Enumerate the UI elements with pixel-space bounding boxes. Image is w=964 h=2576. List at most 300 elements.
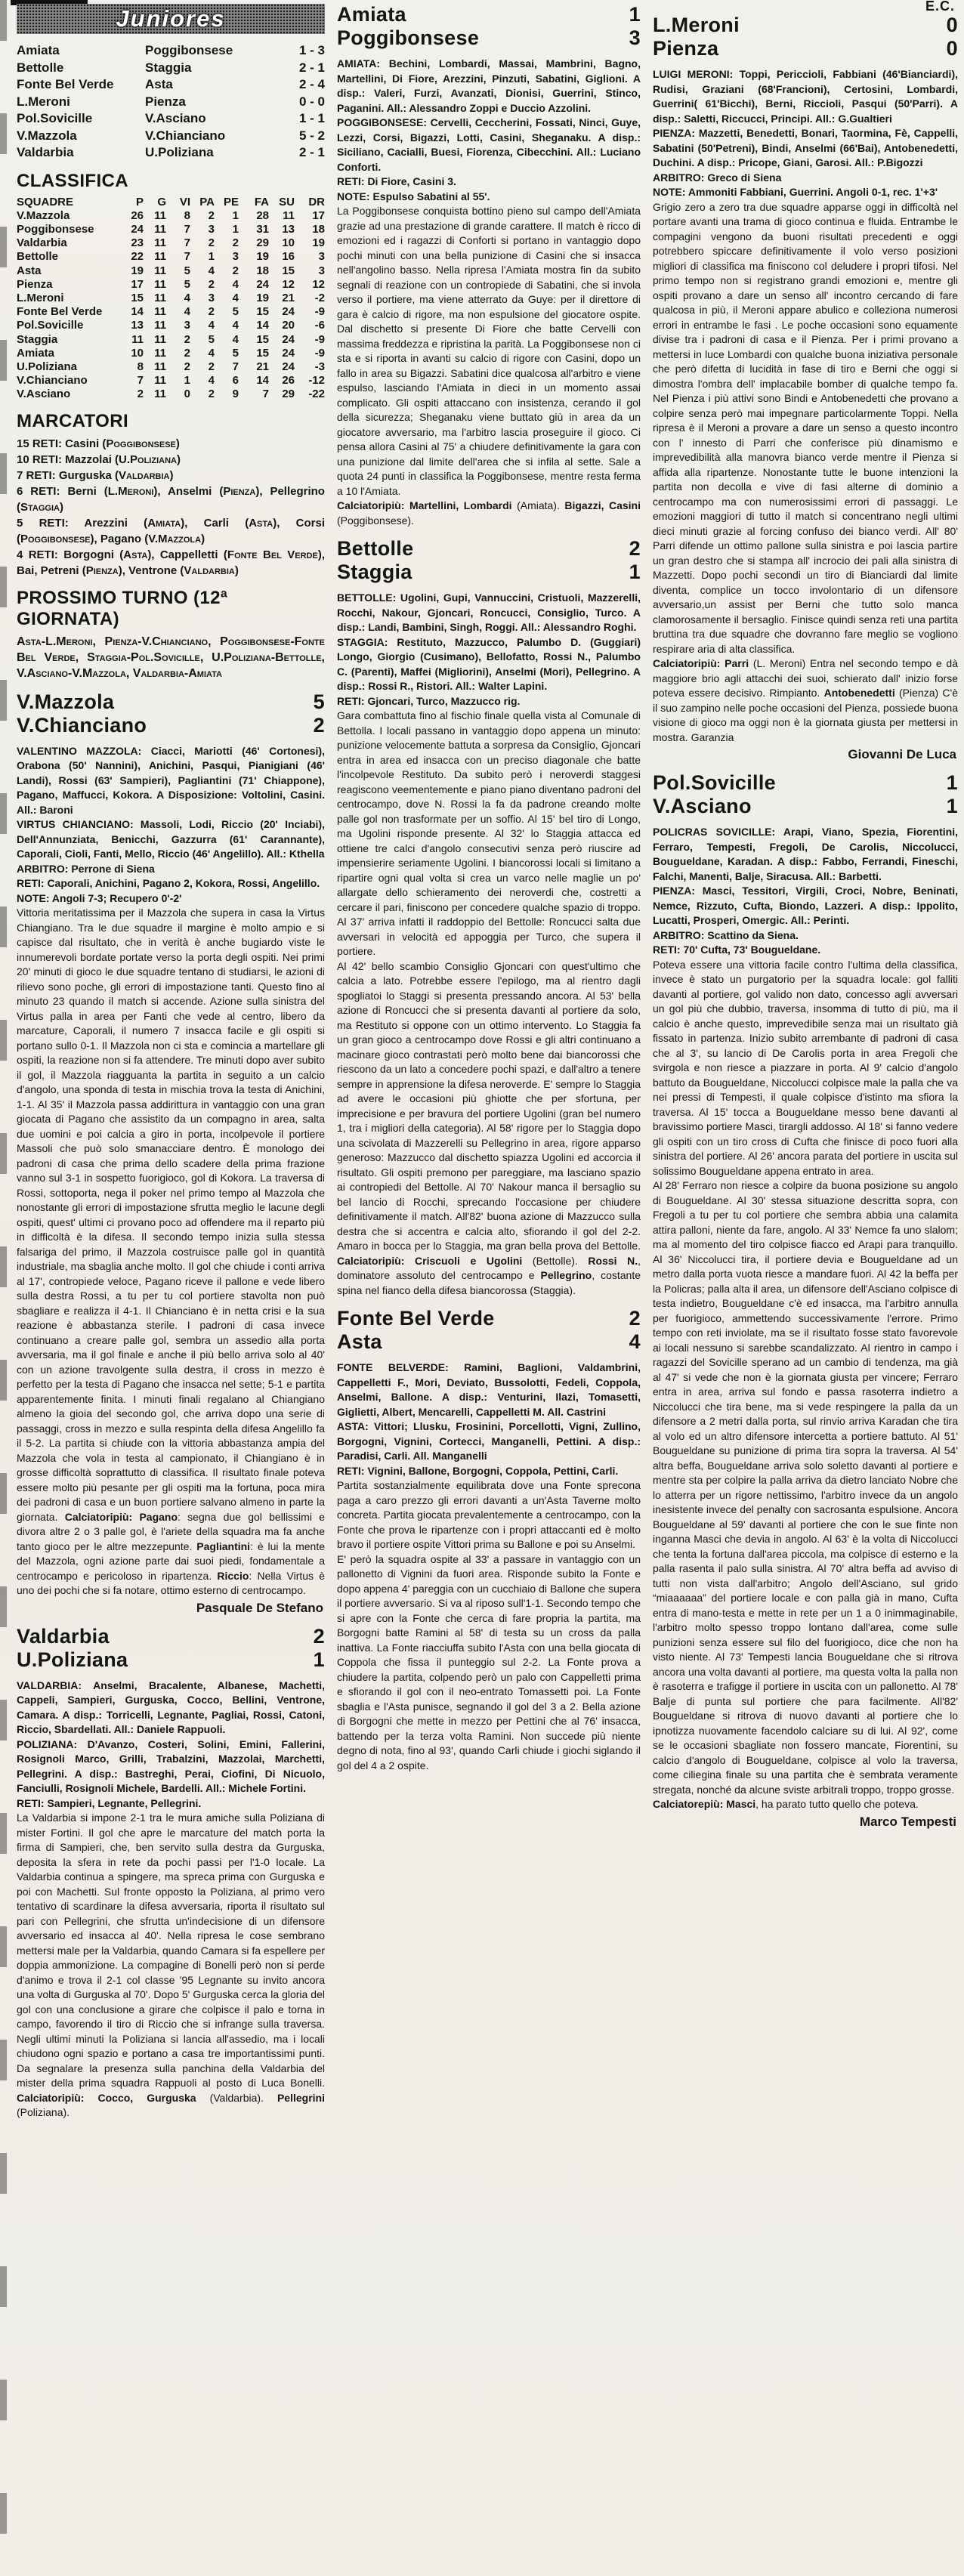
corner-mark: E.C. bbox=[925, 0, 955, 14]
standings-stat-cell: 3 bbox=[208, 291, 215, 304]
smallcaps-team-name: Pienza bbox=[223, 484, 256, 498]
author-signature: Giovanni De Luca bbox=[848, 747, 956, 761]
results-list bbox=[17, 42, 325, 162]
standings-stat-cell: 8 bbox=[184, 208, 190, 222]
standings-row bbox=[17, 209, 325, 223]
standings-stat-cell: 4 bbox=[208, 374, 215, 388]
standings-stat-cell: -2 bbox=[314, 291, 325, 304]
bold-text: Antobenedetti bbox=[823, 687, 895, 699]
match-body-paragraph: E' però la squadra ospite al 33' a passare in vantaggio con un pallonetto di Vignini da fuori area. Risponde subito la Fonte e dopo appena 4' pareggia con un cucchiaio di Ballone che supera il portiere avversario. Si va al riposo sull'1-1. Secondo tempo che si apre con la Fonte che cerca di fare propria la partita, ma Borgogni batte Ramini al 58' di testa su un cross da palla inattiva. La Fonte riacciuffa subito l'Asta con una bella giocata di Coppola che fissa il punteggio sul 2-2. La Fonte prova a chiudere la partita, colpendo però un palo con Cappelletti prima e sfiorando il gol con il neo-entrato Tomassetti poi. La Fonte sbaglia e l'Asta punisce, segnando il gol del 3 a 2. Bella azione di Borgogni che mette in mezzo per Pettini che al 76' insacca, battendo per la terza volta Ramini. Non succede più niente degno di nota, fino al 93', quando Carli chiude i giochi siglando il gol del 4 a 2 ospite. bbox=[337, 1552, 641, 1771]
match-body-paragraph: Partita sostanzialmente equilibrata dove una Fonte sprecona paga a caro prezzo gli errori davanti a un'Asta Taverne molto concreta. Partita giocata prevalentemente a centrocampo, con la Fonte che prova le ripartenze con i propri attaccanti ed è molto bravo il portiere ospite Vittori prima su Ballone e poi su Anselmi. bbox=[337, 1479, 641, 1550]
standings-stat-cell: 7 bbox=[184, 236, 190, 250]
standings-stat-cell: 11 bbox=[154, 291, 166, 304]
result-home-team: Amiata bbox=[17, 43, 60, 57]
standings-stat-cell: 18 bbox=[312, 222, 325, 236]
marcatori-entry: 10 RETI: Mazzolai (U.Poliziana) bbox=[17, 452, 181, 466]
juniores-title: Juniores bbox=[116, 5, 226, 32]
standings-stat-cell: 4 bbox=[184, 305, 190, 319]
standings-stat-cell: 2 bbox=[232, 264, 239, 277]
team-sheet-line: LUIGI MERONI: Toppi, Periccioli, Fabbiani (46'Bianciardi), Rudisi, Graziani (68'Francioni), Certosini, Lombardi, Guerrini( 61'Bicchi), Berni, Riccioli, Pasqui (50'Parri). A disp.: Saletti, Riccucci, Principi. All.: G.Gualtieri bbox=[653, 68, 958, 125]
match-body-paragraph: Calciatoripiù: Martellini, Lombardi (Amiata). Bigazzi, Casini (Poggibonsese). bbox=[337, 499, 641, 527]
standings-stat-cell: 1 bbox=[232, 208, 239, 222]
result-row bbox=[17, 76, 325, 94]
match-header bbox=[337, 3, 641, 50]
standings-stat-cell: 24 bbox=[282, 346, 295, 360]
standings-stat-cell: -9 bbox=[314, 346, 325, 360]
standings-stat-cell: 13 bbox=[131, 319, 144, 332]
result-away-team: V.Asciano bbox=[145, 111, 206, 125]
match-away-row bbox=[337, 26, 641, 50]
match-home-score: 2 bbox=[629, 537, 641, 560]
standings-body bbox=[17, 209, 325, 402]
result-row bbox=[17, 144, 325, 162]
match-away-score: 1 bbox=[313, 1648, 325, 1671]
team-sheet-line: ASTA: Vittori; Llusku, Frosinini, Porcellotti, Vigni, Zullino, Borgogni, Vignini, Cortecci, Manganelli, Pettini. A disp.: Paradisi, Carli. All. Manganelli bbox=[337, 1420, 641, 1462]
match-body-paragraph: Vittoria meritatissima per il Mazzola che supera in casa la Virtus Chiangiano. Tra le due squadre il margine è molto ampio e si capisce dal risultato, che in verità è anche bugiardo viste le innumerevoli bordate portate verso la porta degli ospiti. Nei primi 20' minuti di gioco le due squadre tentano di studiarsi, le azioni di rilievo sono poche, gli errori di impostazione tanti. Questo fino al minuto 23 quando il match si accende. Azione sulla sinistra del Virtus palla in area per Fanti che vede al centro, libero da marcature, Caporali, il numero 7 insacca facile e gli ospiti si portano sullo 0-1. Il Mazzola non ci sta e comincia a martellare gli ospiti, la reazione non si fa attendere. Tre minuti dopo aver subito il gol, il Mazzola riagguanta la partita in seguito a un calcio d'angolo, una sponda di testa in mischia trova la testa di Anichini, 1-1. Al 35' il Mazzola passa addirittura in vantaggio con una gran giocata di Pagano che assistito da un compagno in area, salta due uomini e poi calcia a giro in porta, incolpevole il portiere Massoli che può solo smanacciare dentro. È monologo dei padroni di casa che prima dello scadere della prima frazione vanno sul 3-1 in sospetto fuorigioco, gol di Kokora. La traversa di Rossi, sottoporta, nega il poker nel primo tempo al Mazzola che nonostante gli errori di impostazione sfrutta meglio le lacune degli ospiti, quest' ultimi ci provano poco ad offendere ma il reparto più in difficoltà è la difesa. Il secondo tempo inizia sulla stessa falsariga del primo, il Mazzola costruisce palle gol in quantità industriale, ma sbaglia anche molto. Il gol che chiude i conti arriva al 17', contropiede veloce, Pagano riceve il pallone e vede libero sulla destra Rossi, a tu per tu col portiere stavolta non può sbagliare e realizza il 4-1. Il Chianciano è in netta crisi e la sua reazione è abbastanza sterile. I padroni di casa invece continuano a creare palle gol, sembra un assedio alla porta avversaria, ma il gol finale e anche il più bello arriva solo al 40' con un azione travolgente sulla destra, il cross in mezzo è perfetto per la testa di Pagano che insacca nel sette; 5-1 e partita apparentemente finita. I minuti finali regalano al Chiangiano almeno la gioia del secondo gol, che arriva dopo una serie di passaggi, cross in mezzo e sulla respinta della difesa Angelillo fa il 5-2. La partita si chiude con la vittoria abbastanza ampia del Mazzola che vola in testa al campionato, il Chiangiano è in grosse difficoltà soprattutto di classifica. Il risultato finale poteva essere molto più pesante per gli ospiti ma la fortuna, poca mira dei padroni di casa e un buon portiere salvano almeno in parte la giornata. Calciatoripiù: Pagano: segna due gol bellissimi e divora altre 2 o 3 palle gol, è l'ariete della squadra ma fa anche tanto gioco per le altre mezzepunte. Pagliantini: è lui la mente del Mazzola, ogni azione parte dai suoi piedi, fondamentale a centrocampo e pericoloso in ripartenza. Riccio: Nella Virtus è uno dei pochi che si fa notare, ottimo esterno di centrocampo. bbox=[17, 907, 326, 1597]
smallcaps-team-name: Pienza bbox=[85, 564, 119, 577]
match-home-score: 1 bbox=[629, 3, 641, 26]
team-sheet-line: RETI: 70' Cufta, 73' Bougueldane. bbox=[653, 944, 821, 956]
match-home-row bbox=[17, 690, 325, 714]
match-away-score: 2 bbox=[313, 713, 325, 737]
match-home-team: Amiata bbox=[337, 3, 406, 26]
standings-stat-cell: 22 bbox=[131, 250, 144, 264]
match-body-paragraph: Calciatorepiù: Masci, ha parato tutto quello che poteva. bbox=[653, 1798, 919, 1810]
standings-stat-cell: 4 bbox=[184, 291, 190, 304]
bold-text: Calciatorepiù: Masci bbox=[653, 1798, 756, 1810]
team-sheet-line: POLICRAS SOVICILLE: Arapi, Viano, Spezia, Fiorentini, Ferraro, Tempesti, Fregoli, De Carolis, Niccolucci, Bougueldane, Karadan. A disp.: Fabbo, Ferrandi, Fineschi, Falchi, Manenti, Balje, Siracusa. All.: Barbetti. bbox=[653, 826, 958, 882]
standings-header-cell: P bbox=[135, 195, 144, 208]
team-sheet-line: PIENZA: Masci, Tessitori, Virgili, Croci, Nobre, Beninati, Nemce, Rizzuto, Cufta, Biondo, Lazzeri. A disp.: Ippolito, Lucatti, Prosperi, Omergic. All.: Perinti. bbox=[653, 885, 958, 926]
standings-stat-cell: 11 bbox=[154, 360, 166, 373]
standings-team-cell: Fonte Bel Verde bbox=[17, 305, 103, 319]
smallcaps-team-name: Amiata bbox=[147, 516, 181, 530]
standings-stat-cell: 4 bbox=[208, 346, 215, 360]
standings-stat-cell: 14 bbox=[256, 319, 269, 332]
result-score: 5 - 2 bbox=[298, 128, 325, 143]
match-home-row bbox=[337, 3, 641, 26]
standings-team-cell: V.Chianciano bbox=[17, 374, 88, 388]
standings-stat-cell: -12 bbox=[308, 374, 325, 388]
smallcaps-team-name: Asta bbox=[249, 516, 273, 530]
standings-row bbox=[17, 250, 325, 264]
match-body-paragraph: Al 28' Ferraro non riesce a colpire da buona posizione su angolo di Bougueldane. Al 30' stessa situazione descritta sopra, con Fregoli a tu per tu col portiere che sembra abbia una calamita attira palloni, niente da fare, angolo. Al 33' Nemce fa uno slalom; ma al momento del tiro colpisce fiacco ed Arapi para tranquillo. Al 36' Niccolucci tira, il portiere devia e Bougueldane ad un metro dalla porta vuota riesce a mandare fuori. Al 42 la beffa per la Policras; palla alta il area, un difensore dell'Asciano colpisce di testa indietro, Bougueldane c'è ed insacca, ma l'arbitro annulla per fuorigioco, ammettendo successivamente l'errore. Primo tempo con reti inviolate, ma se il risultato fosse stato favorevole ai locali nessuno si sarebbe scandalizzato. Al rientro in campo i ragazzi del Sovicille sperano ad un cambio di tendenza, ma già al 47' si vede che non è la giornata giusta per vincere; Ferraro entra in area, arriva sul fondo e passa rasoterra indietro a Niccolucci che tira bene, ma si vede respingere la palla da un difensore a 2 metri dalla porta, sul rinvio arriva Karadan che tira al volo ed un altro difensore intercetta a portiere battuto. Al 51' Bougueldane su punizione di prima tira sopra la traversa. Al 54' altra beffa, Bougueldane arriva solo soletto davanti al portiere e mentre sta per colpire la palla arriva da dietro lanciato Nobre che lo atterra per un rigore nettissimo, l'arbitro invece da un angolo inesistente invece del penalty con sacrosanta espulsione. Ancora Bougueldane al 59' davanti al portiere che con le sue finte non inganna Masci che devia in angolo. Al 63' è la volta di Niccolucci che tenta la fortuna dall'area piccola, ma colpisce di esterno e la palla rasenta il palo sulla sinistra. Al 70' altra beffa ad avviso di tutti non vista dall'arbitro; Angolo dell'Asciano, sul grido “miaaaaaa” del portiere locale e con palla già in mano, Cufta entra di mano-testa e mette in rete per un 1 a 0 inimmaginabile, l'arbitro molto spesso troppo lontano dall'area, come sulle punizioni senza essere sul filo del fuorigioco, dice che non ha visto niente. Al 73' Tempesti lancia Bougueldane che si ritrova ancora una volta davanti al portiere, ma questa volta la palla non è rasoterra e trafigge il portiere in uscita con un pallonetto. Al 78' Balje di punta sul portiere che para facilmente. All'82' Bougueldane si ritrova di nuovo davanti al portiere che lo ipnotizza nuovamente facendolo calciare su di lui. Al 92', come se le occasioni sbagliate non fossero mancate, Fiorentini, su calcio d'angolo di Bougueldane, colpisce al volo la traversa, come ciliegina finale su una partita che è sembrata veramente stregata, nonché da alcune sviste arbitrali troppo, troppo grosse. bbox=[653, 1179, 958, 1796]
match-body-paragraph: Poteva essere una vittoria facile contro l'ultima della classifica, invece è stato un purgatorio per la squadra locale: gol falliti davanti al portiere, gol valido non dato, concesso agli avversari un gol più che dubbio, traversa, insomma di tutto di più, ma il calcio è anche questo, imprevedibile senza mai un risultato già fissato in partenza. Inizio subito arrembante di padroni di casa che al 3', su lancio di De Carolis porta in area Fregoli che svirgola e non riesce a piazzare in porta. Al 9' calcio d'angolo battuto da Bougueldane, Niccolucci colpisce male la palla che va nei pressi di Tempesti, il quale colpisce d'istinto ma sfiora la traversa. Al 15' tocca a Bougueldane messo bene davanti al bravissimo portiere Masci, tirargli addosso. Al 18' si fanno vedere gli ospiti con un tiro cross di Cufta che finisce di poco fuori alla sinistra del portiere. Al 26' ancora parata del portiere in uscita sul solissimo Bougueldane appena entrato in area. bbox=[653, 958, 958, 1177]
bold-text: Pellegrini bbox=[277, 2091, 325, 2104]
standings-team-cell: Staggia bbox=[17, 332, 58, 346]
match-away-score: 0 bbox=[946, 37, 958, 60]
standings-stat-cell: 26 bbox=[282, 374, 295, 388]
standings-stat-cell: 29 bbox=[256, 236, 269, 250]
standings-stat-cell: 26 bbox=[131, 208, 144, 222]
match-away-score: 1 bbox=[946, 795, 958, 817]
standings-stat-cell: 0 bbox=[184, 388, 190, 401]
match-report-bettolle-staggia bbox=[337, 537, 641, 1298]
match-home-score: 5 bbox=[313, 690, 325, 713]
standings-team-cell: Pol.Sovicille bbox=[17, 319, 84, 332]
result-away-team: Poggibonsese bbox=[145, 43, 233, 57]
standings-stat-cell: 1 bbox=[208, 250, 215, 264]
team-sheet-line: BETTOLLE: Ugolini, Gupi, Vannuccini, Cristuoli, Mazzerelli, Rocchi, Nakour, Gjoncari, Roncucci, Consiglio, Turco. A disp.: Landi, Bambini, Singh, Roggi. All.: Alessandro Roghi. bbox=[337, 591, 641, 633]
match-body-paragraph: Al 42' bello scambio Consiglio Gjoncari con quest'ultimo che calcia a lato. Potrebbe essere l'epilogo, ma al rientro dagli spogliatoi lo Staggi si presenta pressando ancora. Al 53' bella azione di Roncucci che si presenta davanti al portiere da solo, ma Restituto si oppone con un ottimo intervento. Lo Staggia fa un gran gioco a centrocampo dove Rossi e gli altri continuano a macinare gioco contrastati però molto bene dai biancorossi che riescono da un lato a concedere pochi spazi, e dall'altro a tenere sempre in apprensione la difesa neroverde. E' sempre lo Staggia ad avere le occasioni più ghiotte che per sfortuna, per imprecisione e per bravura del portiere Ugolini (gran bel numero 1, tra i migliori della categoria). Al 58' rigore per lo Staggia dopo una scivolata di Mazzerelli su Pellegrino in area, rigore apparso generoso: Mazzucco dal dischetto spiazza Ugolini ed accorcia il risultato. Gli ospiti premono per pareggiare, ma lasciano spazio ai contropiedi del Bettolle. Al 70' Nakour manca il bersaglio su bel lancio di Rocchi, sprecando l'occasione per chiudere definitivamente il match. All'82' buona azione di Mazzucco sulla destra che si accentra e calcia alto, sfiorando il gol del 2-2. Amaro in bocca per lo Staggia, ma gran bella prova del Bettolle. Calciatoripiù: Criscuoli e Ugolini (Bettolle). Rossi N., dominatore assoluto del centrocampo e Pellegrino, costante spina nel fianco della difesa biancorossa (Staggia). bbox=[337, 959, 641, 1296]
standings-stat-cell: 11 bbox=[154, 319, 166, 332]
column-left bbox=[17, 0, 325, 2120]
standings-stat-cell: 4 bbox=[232, 319, 239, 332]
standings-stat-cell: 23 bbox=[131, 236, 144, 250]
match-away-team: Staggia bbox=[337, 561, 412, 583]
match-report-lmeroni-pienza bbox=[653, 14, 958, 762]
team-sheet-line: RETI: Di Fiore, Casini 3. bbox=[337, 175, 456, 187]
result-away-team: U.Poliziana bbox=[145, 145, 214, 159]
match-away-team: V.Asciano bbox=[653, 795, 752, 817]
standings-row bbox=[17, 223, 325, 236]
standings-stat-cell: 7 bbox=[232, 360, 239, 373]
match-away-team: Poggibonsese bbox=[337, 26, 480, 49]
standings-stat-cell: 11 bbox=[154, 264, 166, 277]
standings-stat-cell: 5 bbox=[208, 332, 215, 346]
standings-stat-cell: 15 bbox=[256, 305, 269, 319]
standings-table bbox=[17, 196, 325, 402]
standings-stat-cell: 4 bbox=[232, 277, 239, 291]
standings-team-cell: Amiata bbox=[17, 346, 55, 360]
standings-stat-cell: 20 bbox=[282, 319, 295, 332]
standings-stat-cell: 15 bbox=[256, 346, 269, 360]
standings-stat-cell: 3 bbox=[184, 319, 190, 332]
standings-stat-cell: 15 bbox=[256, 332, 269, 346]
standings-stat-cell: -6 bbox=[314, 319, 325, 332]
team-sheet-line: VIRTUS CHIANCIANO: Massoli, Lodi, Riccio (20' Inciabi), Dell'Annunziata, Benicchi, Gazzurra (61' Carannante), Caporali, Cioli, Fanti, Mello, Riccio (46' Angelillo). All.: Kthella bbox=[17, 818, 325, 860]
standings-stat-cell: 21 bbox=[282, 291, 295, 304]
standings-stat-cell: 2 bbox=[184, 346, 190, 360]
standings-stat-cell: 11 bbox=[131, 332, 144, 346]
match-header bbox=[653, 14, 958, 60]
bold-text: Calciatoripiù: Martellini, Lombardi bbox=[337, 499, 512, 511]
standings-team-cell: Pienza bbox=[17, 277, 53, 291]
team-sheet-line: RETI: Caporali, Anichini, Pagano 2, Kokora, Rossi, Angelillo. bbox=[17, 877, 320, 890]
match-report-vmazzola-vchianciano bbox=[17, 690, 325, 1616]
standings-stat-cell: 3 bbox=[318, 264, 325, 277]
bold-text: Riccio bbox=[217, 1569, 249, 1582]
standings-stat-cell: 15 bbox=[131, 291, 144, 304]
prossimo-title: PROSSIMO TURNO (12ª GIORNATA) bbox=[17, 587, 228, 629]
standings-header-cell: SQUADRE bbox=[17, 195, 74, 208]
match-home-team: Pol.Sovicille bbox=[653, 771, 776, 794]
juniores-header-bar bbox=[17, 4, 325, 34]
match-home-score: 0 bbox=[946, 14, 958, 36]
standings-stat-cell: 24 bbox=[131, 222, 144, 236]
bold-text: Pagliantini bbox=[196, 1540, 251, 1552]
match-home-row bbox=[17, 1625, 325, 1648]
standings-head bbox=[17, 196, 325, 209]
standings-stat-cell: 3 bbox=[232, 250, 239, 264]
smallcaps-team-name: U.Poliziana bbox=[119, 452, 177, 466]
standings-stat-cell: 24 bbox=[282, 360, 295, 373]
match-away-row bbox=[17, 1648, 325, 1672]
marcatori-list bbox=[17, 436, 325, 579]
standings-stat-cell: 2 bbox=[208, 388, 215, 401]
marcatori-entry: 15 RETI: Casini (Poggibonsese) bbox=[17, 437, 180, 450]
standings-row bbox=[17, 305, 325, 319]
standings-stat-cell: 11 bbox=[154, 305, 166, 319]
standings-stat-cell: 4 bbox=[208, 319, 215, 332]
standings-stat-cell: 31 bbox=[256, 222, 269, 236]
result-score: 0 - 0 bbox=[298, 94, 325, 109]
result-row bbox=[17, 60, 325, 77]
match-report-fontebelverde-asta bbox=[337, 1307, 641, 1773]
standings-stat-cell: 7 bbox=[262, 388, 269, 401]
match-away-team: Asta bbox=[337, 1330, 382, 1353]
result-away-team: Asta bbox=[145, 77, 173, 91]
smallcaps-team-name: Poggibonsese bbox=[106, 437, 176, 450]
marcatori-entry: 5 RETI: Arezzini (Amiata), Carli (Asta), Corsi (Poggibonsese), Pagano (V.Mazzola) bbox=[17, 516, 325, 545]
result-score: 2 - 4 bbox=[298, 77, 325, 91]
standings-stat-cell: 9 bbox=[232, 388, 239, 401]
standings-stat-cell: 19 bbox=[131, 264, 144, 277]
column-middle bbox=[337, 0, 641, 1773]
standings-stat-cell: 2 bbox=[232, 236, 239, 250]
standings-stat-cell: 2 bbox=[208, 208, 215, 222]
result-row bbox=[17, 110, 325, 128]
match-home-row bbox=[337, 537, 641, 561]
standings-stat-cell: 24 bbox=[256, 277, 269, 291]
standings-stat-cell: 11 bbox=[154, 208, 166, 222]
result-row bbox=[17, 42, 325, 60]
standings-stat-cell: 1 bbox=[232, 222, 239, 236]
standings-stat-cell: 2 bbox=[137, 388, 144, 401]
match-away-team: V.Chianciano bbox=[17, 713, 147, 737]
standings-row bbox=[17, 278, 325, 292]
standings-stat-cell: 19 bbox=[256, 250, 269, 264]
standings-stat-cell: 16 bbox=[282, 250, 295, 264]
standings-row bbox=[17, 360, 325, 374]
standings-team-cell: Bettolle bbox=[17, 250, 59, 264]
standings-stat-cell: 11 bbox=[154, 236, 166, 250]
result-score: 2 - 1 bbox=[298, 145, 325, 159]
standings-stat-cell: 3 bbox=[208, 222, 215, 236]
team-sheet-line: STAGGIA: Restituto, Mazzucco, Palumbo D. (Guggiari) Longo, Giorgio (Cusimano), Bellofatto, Rossi N., Palumbo C. (Parenti), Maffei (Migliorini), Anselmi (Mori), Pellegrino. A disp.: Rossi R., Ristori. All.: Walter Lapini. bbox=[337, 635, 641, 692]
standings-header-cell: PE bbox=[223, 195, 239, 208]
standings-stat-cell: 5 bbox=[232, 305, 239, 319]
standings-row bbox=[17, 319, 325, 332]
author-signature: Marco Tempesti bbox=[859, 1814, 956, 1829]
standings-stat-cell: 14 bbox=[256, 374, 269, 388]
standings-stat-cell: 7 bbox=[184, 222, 190, 236]
result-home-team: V.Mazzola bbox=[17, 128, 77, 143]
match-body-paragraph: La Poggibonsese conquista bottino pieno sul campo dell'Amiata grazie ad una prestazione di grande carattere. Il match è ricco di emozioni ed i ragazzi di Conforti si portano in vantaggio dopo pochi minuti con una bella punizione di Casini che si insacca nell'angolino basso. Nella ripresa l'Amiata mostra fin da subito segnali di reazione con un contropiede di Sabatini, che si invola verso il portiere, ma viene atterrato da Guye: per il direttore di gara è calcio di rigore, ma non espulsione del giocatore ospite. Dal dischetto si presente Di Fiore che batte Cervelli con massima freddezza e ripristina la parità. La Poggibonsese non ci sta e si riporta in avanti su calcio di rigore con Casini, dopo un fallo in area su Bigazzi. Sabatini dice qualcosa all'arbitro e viene espulso, lasciando l'Amiata in dieci in un momento assai complicato. Gli ospiti attaccano con insistenza, cerando il gol della sicurezza; Sheganaku viene buttato giù in area da un giocatore avversario, ma l'arbitro lascia proseguire il gioco. Ci pensa allora Casini al 75' a chiudere definitivamente la gara con una punizione dal limite dell'area che si infila al sette. Sale a quota 24 punti in classifica la Poggibonsese, mentre resta ferma a 10 l'Amiata. bbox=[337, 205, 641, 497]
standings-team-cell: U.Poliziana bbox=[17, 360, 78, 373]
team-sheet-line: POGGIBONSESE: Cervelli, Ceccherini, Fossati, Ninci, Guye, Lezzi, Corsi, Bigazzi, Lotti, Casini, Sheganaku. A disp.: Siciliano, Cacialli, Buesi, Fiorenza, Cibecchini. All.: Luciano Conforti. bbox=[337, 116, 641, 173]
team-sheet-line: RETI: Sampieri, Legnante, Pellegrini. bbox=[17, 1796, 202, 1809]
standings-stat-cell: 13 bbox=[282, 222, 295, 236]
result-home-team: Fonte Bel Verde bbox=[17, 77, 114, 91]
match-header bbox=[337, 537, 641, 584]
match-away-score: 1 bbox=[629, 561, 641, 583]
match-home-score: 1 bbox=[946, 771, 958, 794]
match-home-row bbox=[653, 14, 958, 37]
standings-stat-cell: 5 bbox=[184, 277, 190, 291]
standings-stat-cell: 4 bbox=[208, 264, 215, 277]
result-home-team: Pol.Sovicille bbox=[17, 111, 93, 125]
marcatori-entry: 4 RETI: Borgogni (Asta), Cappelletti (Fonte Bel Verde), Bai, Petreni (Pienza), Ventrone (Valdarbia) bbox=[17, 548, 326, 577]
standings-stat-cell: 6 bbox=[232, 374, 239, 388]
team-sheet-line: PIENZA: Mazzetti, Benedetti, Bonari, Taormina, Fè, Cappelli, Sabatini (50'Petreni), Bindi, Anselmi (66'Bai), Antobenedetti, Duchini. A disp.: Pricope, Giani, Garosi. All.: P.Bigozzi bbox=[653, 127, 958, 168]
standings-stat-cell: 17 bbox=[131, 277, 144, 291]
author-signature: Pasquale De Stefano bbox=[196, 1600, 323, 1615]
column-right bbox=[653, 0, 958, 1830]
standings-team-cell: Valdarbia bbox=[17, 236, 67, 250]
match-header bbox=[17, 1625, 325, 1672]
team-sheet-line: ARBITRO: Greco di Siena bbox=[653, 171, 782, 184]
standings-stat-cell: 11 bbox=[154, 388, 166, 401]
standings-row bbox=[17, 292, 325, 305]
team-sheet-line: ARBITRO: Perrone di Siena bbox=[17, 862, 155, 875]
bold-text: Calciatoripiù: Pagano bbox=[64, 1510, 178, 1523]
standings-stat-cell: 12 bbox=[312, 277, 325, 291]
match-body-paragraph: Calciatoripiù: Parri (L. Meroni) Entra nel secondo tempo e dà maggiore brio agli attacchi dei suoi, schierato dall' inizio forse poteva essere decisivo. Rimpianto. Antobenedetti (Pienza) C'è il suo zampino nelle poche occasioni del Pienza, possiede buona visione di gioco ma oggi non è la giornata giusta per mettersi in mostra. Garanzia bbox=[653, 657, 959, 743]
standings-stat-cell: 5 bbox=[232, 346, 239, 360]
standings-stat-cell: 19 bbox=[256, 291, 269, 304]
match-home-team: V.Mazzola bbox=[17, 690, 115, 713]
smallcaps-team-name: V.Mazzola bbox=[148, 532, 202, 545]
standings-stat-cell: 2 bbox=[208, 305, 215, 319]
standings-team-cell: Poggibonsese bbox=[17, 222, 94, 236]
standings-stat-cell: 24 bbox=[282, 305, 295, 319]
team-sheet-line: FONTE BELVERDE: Ramini, Baglioni, Valdambrini, Cappelletti F., Mori, Deviato, Bussolotti, Fedeli, Coppola, Anselmi, Ballone. A disp.: Venturini, Ilazi, Tomasetti, Giglietti, Albert, Mencarelli, Cappelletti M. All. Castrini bbox=[337, 1361, 641, 1418]
result-home-team: L.Meroni bbox=[17, 94, 70, 109]
match-report-valdarbia-upoliziana bbox=[17, 1625, 325, 2120]
standings-stat-cell: 12 bbox=[282, 277, 295, 291]
standings-stat-cell: 7 bbox=[184, 250, 190, 264]
standings-stat-cell: 1 bbox=[184, 374, 190, 388]
standings-stat-cell: 15 bbox=[282, 264, 295, 277]
standings-stat-cell: 2 bbox=[208, 360, 215, 373]
standings-stat-cell: 11 bbox=[154, 346, 166, 360]
bold-text: Calciatoripiù: Parri bbox=[653, 657, 749, 669]
bold-text: Pellegrino bbox=[540, 1269, 592, 1281]
marcatori-entry: 6 RETI: Berni (L.Meroni), Anselmi (Pienza), Pellegrino (Staggia) bbox=[17, 484, 325, 514]
result-score: 1 - 1 bbox=[298, 111, 325, 125]
standings-stat-cell: 17 bbox=[312, 208, 325, 222]
team-sheet-line: AMIATA: Bechini, Lombardi, Massai, Mambrini, Bagno, Martellini, Di Fiore, Arezzini, Pinzuti, Sabatini, Giglioni. A disp.: Valeri, Furzi, Avanzati, Dionisi, Guerrini, Stinco, Paganini. All.: Alessandro Zoppi e Duccio Azzolini. bbox=[337, 57, 641, 114]
smallcaps-team-name: L.Meroni bbox=[107, 484, 154, 498]
match-home-team: Bettolle bbox=[337, 537, 414, 560]
match-home-score: 2 bbox=[629, 1307, 641, 1330]
standings-stat-cell: 7 bbox=[137, 374, 144, 388]
smallcaps-team-name: Poggibonsese bbox=[20, 532, 91, 545]
match-away-team: U.Poliziana bbox=[17, 1648, 128, 1671]
standings-header-cell: PA bbox=[199, 195, 215, 208]
standings-team-cell: Asta bbox=[17, 264, 42, 277]
result-score: 2 - 1 bbox=[298, 60, 325, 75]
standings-stat-cell: 4 bbox=[232, 291, 239, 304]
standings-stat-cell: -9 bbox=[314, 305, 325, 319]
standings-stat-cell: 10 bbox=[131, 346, 144, 360]
team-sheet-line: ARBITRO: Scattino da Siena. bbox=[653, 928, 799, 941]
match-report-polsovicille-vasciano bbox=[653, 771, 958, 1830]
standings-row bbox=[17, 236, 325, 250]
standings-stat-cell: 21 bbox=[256, 360, 269, 373]
match-home-score: 2 bbox=[313, 1624, 325, 1648]
standings-stat-cell: 11 bbox=[154, 374, 166, 388]
standings-stat-cell: 2 bbox=[208, 277, 215, 291]
team-sheet-line: RETI: Vignini, Ballone, Borgogni, Coppola, Pettini, Carli. bbox=[337, 1464, 619, 1477]
match-away-score: 3 bbox=[629, 26, 641, 49]
match-away-row bbox=[337, 561, 641, 584]
standings-team-cell: L.Meroni bbox=[17, 291, 64, 304]
scan-edge-artifact bbox=[0, 0, 7, 2576]
smallcaps-team-name: Valdarbia bbox=[119, 468, 170, 482]
standings-stat-cell: 19 bbox=[312, 236, 325, 250]
standings-stat-cell: 18 bbox=[256, 264, 269, 277]
standings-stat-cell: 11 bbox=[154, 332, 166, 346]
match-report-amiata-poggibonsese bbox=[337, 3, 641, 528]
standings-row bbox=[17, 347, 325, 360]
standings-team-cell: V.Asciano bbox=[17, 388, 71, 401]
standings-stat-cell: 2 bbox=[184, 360, 190, 373]
result-away-team: Staggia bbox=[145, 60, 192, 75]
team-sheet-line: POLIZIANA: D'Avanzo, Costeri, Solini, Emini, Fallerini, Rosignoli Marco, Grilli, Trabalzini, Mazzolai, Marchetti, Pellegrini. A disp.: Bastreghi, Perai, Ciofini, Di Nicuolo, Fanciulli, Rosignoli Michele, Bardelli. All.: Michele Fortini. bbox=[17, 1737, 325, 1795]
standings-stat-cell: 3 bbox=[318, 250, 325, 264]
bold-text: Bigazzi, Casini bbox=[564, 499, 641, 511]
standings-stat-cell: -22 bbox=[308, 388, 325, 401]
match-body-paragraph: Grigio zero a zero tra due squadre apparse oggi in difficoltà nel portare avanti una trama di gioco continua e fluida. Entrambe le compagini vengono da buoni risultati precedenti e oggi potrebbero spiccare definitivamente il volo verso posizioni migliori di classifica ma finiscono col deludere i propri tifosi. Nel primo tempo non si registrano grandi emozioni e, mentre gli ospiti provano a dare un senso all' incontro cercando di fare qualcosa in più, il Meroni appare abulico e colleziona numerosi errori in entrambe le fasi . Le poche occasioni sono equamente divise tra i padroni di casa e il Pienza. Per i primi provano a mettersi in luce Lombardi con qualche buona iniziativa personale che però difetta di lucidità in fase di tiro e Berni che oggi si dimostra l'ombra dell' implacabile bomber di qualche tempo fa. Nel Pienza i più attivi sono Bindi e Antobenedetti che provano a colpire senza però mai impegnare particolarmente Toppi. Nella ripresa è il Meroni a provare a dare un senso a questo incontro con l' innesto di Parri che conferisce più dinamismo e imprevedibilità alla manovra bianco verde mentre il Pienza si affida alla ripartenze. Nonostante tutte le buone intenzioni la partita non decolla e vive di fasi alterne di dominio a centrocampo ma con numerosissimi errori di passaggi. Le emozioni maggiori di tutto il match si concentrano negli ultimi dieci minuti grazie al forcing confuso dei bianco verdi. All' 80' Parri difende un ottimo pallone sulla sinistra e poi lascia partire un gran destro che si stampa all' incrocio dei pali alla sinistra di Mazzetti. Dopo pochi secondi un tiro di Bianciardi dal limite diventa, complice un tocco involontario di un difensore avversario,un assist per Berni che tutto solo manca clamorosamente il bersaglio. Finisce quindi senza reti una partita bruttina tra due squadre che dovranno fare meglio se vogliono respirare aria di alta classifica. bbox=[653, 200, 958, 655]
match-header bbox=[17, 690, 325, 737]
match-body-paragraph: Gara combattuta fino al fischio finale quella vista al Comunale di Bettolla. I locali passano in vantaggio dopo appena un minuto: punizione velocemente battuta a sorpresa da Consiglio, Gjoncari entra in area ed insacca con un preciso diagonale che batte l'incolpevole Restituto. Da subito però i neroverdi staggesi reagiscono veementemente e piano piano diventano padroni del centrocampo, dove N. Rossi la fa da padrone creando molte palle gol non trasformate per un soffio. Al 15' bel tiro di Longo, ma Ugolini risponde presente. Al 32' lo Staggia attacca ed ottiene tre calci d'angolo consecutivi senza però riuscire ad impensierire seriamente Ugolini. I biancorossi locali si limitano a ripartire ogni qual volta si crea un varco nelle maglie un po' allargate dello schieramento dei neroverdi che, costretti a cercare il pari, finiscono per concedere qualche spazio di troppo. Al 37' arriva infatti il raddoppio del Bettolle: Roncucci salta due avversari in velocità ed appoggia per Turco, che supera il portiere. bbox=[337, 709, 641, 957]
bold-text: Rossi N. bbox=[588, 1254, 638, 1267]
match-body-paragraph: La Valdarbia si impone 2-1 tra le mura amiche sulla Poliziana di mister Fortini. Il gol che apre le marcature del match porta la firma di Sampieri, che, ben servito sulla destra da Gurguska, deposita la sfera in rete da pochi passi per l'1-0 locale. La Valdarbia continua a spingere, ma spreca prima con Gurguska e poi con Machetti. Sul fronte opposto la Poliziana, al primo vero tentativo di scardinare la difesa avversaria, riporta il risultato sul pari con Pellegrini, che sfrutta un'indecisione di un difensore avversario ed insacca al 40'. Nella ripresa le cose sembrano mettersi male per la Valdarbia, quando Camara si fa espellere per doppia ammonizione. La compagine di Bonelli però non si perde d'animo e trova il 2-1 col classe '95 Legnante su invito ancora una volta di Gurguska al 70'. Dopo 5' Gurguska cerca la gloria del gol con una conclusione a girare che colpisce il palo e torna in campo, favorendo il tiro di Riccio che si infrange sulla traversa. Negli ultimi minuti la Poliziana si lancia all'assedio, ma i locali chiudono ogni spazio e portano a casa tre importantissimi punti. Da segnalare la presenza sulla panchina della Valdarbia del mister della prima squadra Rappuoli al posto di Luca Bonelli. Calciatoripiù: Cocco, Gurguska (Valdarbia). Pellegrini (Poliziana). bbox=[17, 1812, 325, 2119]
match-home-team: Fonte Bel Verde bbox=[337, 1307, 495, 1330]
result-home-team: Bettolle bbox=[17, 60, 64, 75]
team-sheet-line: NOTE: Espulso Sabatini al 55'. bbox=[337, 190, 490, 202]
standings-stat-cell: 4 bbox=[232, 332, 239, 346]
smallcaps-team-name: Fonte Bel Verde bbox=[227, 548, 318, 561]
smallcaps-team-name: Asta bbox=[123, 548, 148, 561]
standings-stat-cell: 2 bbox=[208, 236, 215, 250]
match-home-row bbox=[653, 771, 958, 795]
result-row bbox=[17, 128, 325, 145]
standings-stat-cell: 28 bbox=[256, 208, 269, 222]
match-away-score: 4 bbox=[629, 1330, 641, 1353]
team-sheet-line: VALDARBIA: Anselmi, Bracalente, Albanese, Machetti, Cappeli, Sampieri, Gurguska, Cocco, Bellini, Ventrone, Camara. A disp.: Torricelli, Legnante, Pagliai, Rossi, Catoni, Riccio, Sbardellati. All.: Daniele Rappuoli. bbox=[17, 1679, 325, 1736]
standings-header-cell: VI bbox=[179, 195, 190, 208]
team-sheet-line: NOTE: Angoli 7-3; Recupero 0'-2' bbox=[17, 891, 182, 904]
result-away-team: Pienza bbox=[145, 94, 186, 109]
standings-stat-cell: 11 bbox=[154, 250, 166, 264]
result-away-team: V.Chianciano bbox=[145, 128, 226, 143]
standings-row bbox=[17, 374, 325, 388]
classifica-title: CLASSIFICA bbox=[17, 170, 128, 191]
bold-text: Calciatoripiù: Criscuoli e Ugolini bbox=[337, 1254, 523, 1267]
match-away-team: Pienza bbox=[653, 37, 719, 60]
result-row bbox=[17, 94, 325, 111]
match-away-row bbox=[653, 37, 958, 60]
prossimo-fixtures: Asta-L.Meroni, Pienza-V.Chianciano, Poggibonsese-Fonte Bel Verde, Staggia-Pol.Sovicille, U.Poliziana-Bettolle, V.Asciano-V.Mazzola, Valdarbia-Amiata bbox=[17, 635, 325, 680]
standings-row bbox=[17, 333, 325, 347]
standings-row bbox=[17, 388, 325, 401]
standings-row bbox=[17, 264, 325, 278]
standings-header-cell: DR bbox=[308, 195, 325, 208]
match-away-row bbox=[653, 795, 958, 818]
smallcaps-team-name: Staggia bbox=[20, 500, 60, 514]
standings-stat-cell: 14 bbox=[131, 305, 144, 319]
standings-stat-cell: 11 bbox=[283, 208, 295, 222]
result-score: 1 - 3 bbox=[298, 43, 325, 57]
team-sheet-line: RETI: Gjoncari, Turco, Mazzucco rig. bbox=[337, 694, 521, 707]
team-sheet-line: NOTE: Ammoniti Fabbiani, Guerrini. Angoli 0-1, rec. 1'+3' bbox=[653, 186, 938, 198]
match-away-row bbox=[337, 1330, 641, 1354]
bold-text: Calciatoripiù: Cocco, Gurguska bbox=[17, 2091, 196, 2104]
standings-header-cell: FA bbox=[254, 195, 269, 208]
